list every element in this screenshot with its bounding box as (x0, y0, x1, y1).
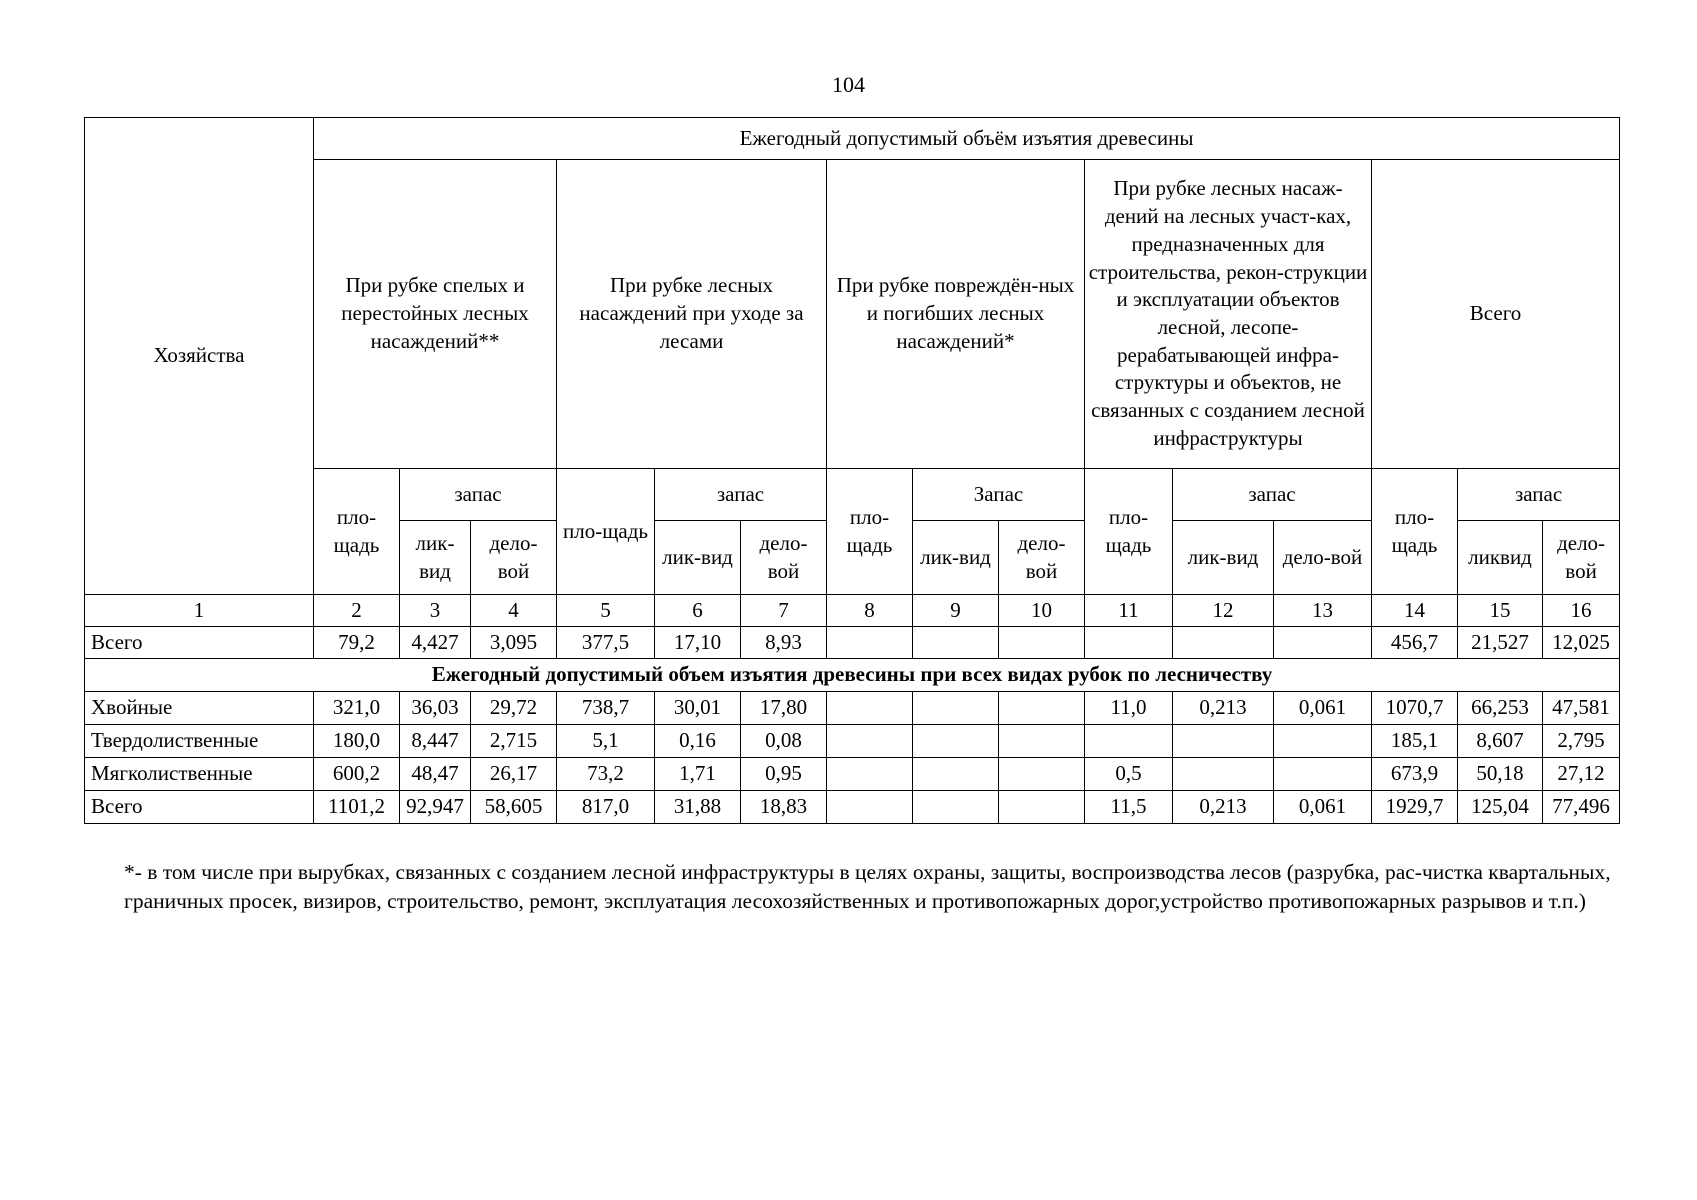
table-cell: 3 (400, 595, 471, 627)
table-cell: 0,16 (655, 725, 741, 758)
table-cell (999, 692, 1085, 725)
subheader-business: дело-вой (741, 521, 827, 595)
group-header-total: Всего (1372, 160, 1620, 469)
table-cell (913, 725, 999, 758)
table-cell: 1101,2 (314, 791, 400, 824)
subheader-stock: запас (400, 469, 557, 521)
table-cell: 79,2 (314, 627, 400, 659)
table-cell: 30,01 (655, 692, 741, 725)
table-cell: 73,2 (557, 758, 655, 791)
table-cell (999, 758, 1085, 791)
table-cell: 66,253 (1458, 692, 1543, 725)
subheader-business: дело-вой (1274, 521, 1372, 595)
table-cell: 125,04 (1458, 791, 1543, 824)
table-cell: 50,18 (1458, 758, 1543, 791)
table-cell (1085, 627, 1173, 659)
table-cell: 1929,7 (1372, 791, 1458, 824)
table-cell: 12,025 (1543, 627, 1620, 659)
section-title-row (85, 659, 1620, 692)
table-cell: 16 (1543, 595, 1620, 627)
table-cell: 7 (741, 595, 827, 627)
section-title: Ежегодный допустимый объем изъятия древесины при всех видах рубок по лесничеству (85, 659, 1620, 692)
table-cell (1173, 758, 1274, 791)
group-header-thinning: При рубке лесных насаждений при уходе за лесами (557, 160, 827, 469)
table-cell: 77,496 (1543, 791, 1620, 824)
table-cell (827, 725, 913, 758)
header-row-groups (85, 160, 1620, 469)
header-row-main (85, 118, 1620, 160)
header-row-stock (85, 469, 1620, 521)
table-cell: 738,7 (557, 692, 655, 725)
table-cell: 5 (557, 595, 655, 627)
table-cell (827, 758, 913, 791)
subheader-liquid: лик-вид (655, 521, 741, 595)
table-cell (1173, 627, 1274, 659)
table-cell: 26,17 (471, 758, 557, 791)
subheader-area: пло-щадь (314, 469, 400, 595)
timber-harvest-table (84, 117, 1620, 824)
table-cell: 0,061 (1274, 692, 1372, 725)
table-cell: 12 (1173, 595, 1274, 627)
table-row (85, 758, 1620, 791)
table-cell: 18,83 (741, 791, 827, 824)
table-cell: 15 (1458, 595, 1543, 627)
row-label: Всего (85, 791, 314, 824)
table-cell (827, 791, 913, 824)
subheader-area: пло-щадь (557, 469, 655, 595)
table-cell: 58,605 (471, 791, 557, 824)
table-cell: 4 (471, 595, 557, 627)
table-row (85, 791, 1620, 824)
table-cell (1274, 627, 1372, 659)
table-cell: 10 (999, 595, 1085, 627)
subheader-business: дело-вой (999, 521, 1085, 595)
group-header-construction: При рубке лесных насаж-дений на лесных участ-ках, предназначенных для строительства, рекон-струкции и эксплуатации объектов лесной, лесопе-рерабатывающей инфра-структуры и объектов, не связанных с созданием лесной инфраструктуры (1085, 160, 1372, 469)
col-header-farm: Хозяйства (85, 118, 314, 595)
table-cell: 13 (1274, 595, 1372, 627)
table-cell: 321,0 (314, 692, 400, 725)
table-cell (1274, 758, 1372, 791)
main-header: Ежегодный допустимый объём изъятия древесины (314, 118, 1620, 160)
table-cell: 1,71 (655, 758, 741, 791)
table-cell: 92,947 (400, 791, 471, 824)
group-header-mature: При рубке спелых и перестойных лесных насаждений** (314, 160, 557, 469)
subheader-business: дело-вой (471, 521, 557, 595)
table-cell (1085, 725, 1173, 758)
table-cell: 0,95 (741, 758, 827, 791)
table-cell: 0,5 (1085, 758, 1173, 791)
subheader-liquid: ликвид (1458, 521, 1543, 595)
table-cell (827, 692, 913, 725)
column-numbers-row (85, 595, 1620, 627)
table-cell: 673,9 (1372, 758, 1458, 791)
table-cell: 2 (314, 595, 400, 627)
subheader-area: пло-щадь (1372, 469, 1458, 595)
table-cell: 600,2 (314, 758, 400, 791)
subheader-business: дело-вой (1543, 521, 1620, 595)
footnote: *- в том числе при вырубках, связанных с созданием лесной инфраструктуры в целях охраны, защиты, воспроизводства лесов (разрубка, рас-чистка квартальных, граничных просек, визиров, строительство, ремонт, эксплуатация лесохозяйственных и противопожарных дорог,устройство противопожарных разрывов и т.п.) (124, 860, 1611, 913)
table-cell: 8,607 (1458, 725, 1543, 758)
table-cell: 1070,7 (1372, 692, 1458, 725)
row-label: Хвойные (85, 692, 314, 725)
table-cell (913, 758, 999, 791)
subheader-liquid: лик-вид (913, 521, 999, 595)
table-cell: 48,47 (400, 758, 471, 791)
table-cell: 17,10 (655, 627, 741, 659)
table-cell: 11,0 (1085, 692, 1173, 725)
table-cell: 8,93 (741, 627, 827, 659)
table-cell: 21,527 (1458, 627, 1543, 659)
table-cell: 11 (1085, 595, 1173, 627)
subheader-stock: Запас (913, 469, 1085, 521)
subheader-stock: запас (655, 469, 827, 521)
table-cell (1274, 725, 1372, 758)
table-cell: 29,72 (471, 692, 557, 725)
subheader-stock: запас (1458, 469, 1620, 521)
subheader-liquid: лик-вид (400, 521, 471, 595)
table-cell: 377,5 (557, 627, 655, 659)
table-cell (999, 627, 1085, 659)
table-body (85, 118, 1620, 824)
table-cell: 31,88 (655, 791, 741, 824)
subheader-liquid: лик-вид (1173, 521, 1274, 595)
table-cell: 2,715 (471, 725, 557, 758)
table-cell: 14 (1372, 595, 1458, 627)
table-cell: 47,581 (1543, 692, 1620, 725)
table-row (85, 725, 1620, 758)
table-cell (913, 627, 999, 659)
table-cell (999, 725, 1085, 758)
table-cell: 8 (827, 595, 913, 627)
table-cell: 17,80 (741, 692, 827, 725)
page-number: 104 (832, 72, 865, 97)
table-row (85, 692, 1620, 725)
table-cell: 817,0 (557, 791, 655, 824)
row-label: Всего (85, 627, 314, 659)
table-cell: 4,427 (400, 627, 471, 659)
table-cell (1173, 725, 1274, 758)
table-cell: 27,12 (1543, 758, 1620, 791)
table-cell: 2,795 (1543, 725, 1620, 758)
table-row-total-top (85, 627, 1620, 659)
subheader-stock: запас (1173, 469, 1372, 521)
table-cell: 9 (913, 595, 999, 627)
row-label: Мягколиственные (85, 758, 314, 791)
table-cell (827, 627, 913, 659)
table-cell: 6 (655, 595, 741, 627)
table-cell: 8,447 (400, 725, 471, 758)
table-cell: 185,1 (1372, 725, 1458, 758)
row-label: Твердолиственные (85, 725, 314, 758)
table-cell: 456,7 (1372, 627, 1458, 659)
table-cell: 5,1 (557, 725, 655, 758)
table-cell: 36,03 (400, 692, 471, 725)
group-header-damaged: При рубке повреждён-ных и погибших лесных насаждений* (827, 160, 1085, 469)
table-cell (913, 791, 999, 824)
table-cell: 3,095 (471, 627, 557, 659)
subheader-area: пло-щадь (1085, 469, 1173, 595)
table-cell: 0,213 (1173, 791, 1274, 824)
table-cell: 11,5 (1085, 791, 1173, 824)
table-cell: 0,08 (741, 725, 827, 758)
table-cell: 180,0 (314, 725, 400, 758)
table-cell (999, 791, 1085, 824)
table-cell: 0,061 (1274, 791, 1372, 824)
row-label: 1 (85, 595, 314, 627)
table-cell (913, 692, 999, 725)
subheader-area: пло-щадь (827, 469, 913, 595)
table-cell: 0,213 (1173, 692, 1274, 725)
